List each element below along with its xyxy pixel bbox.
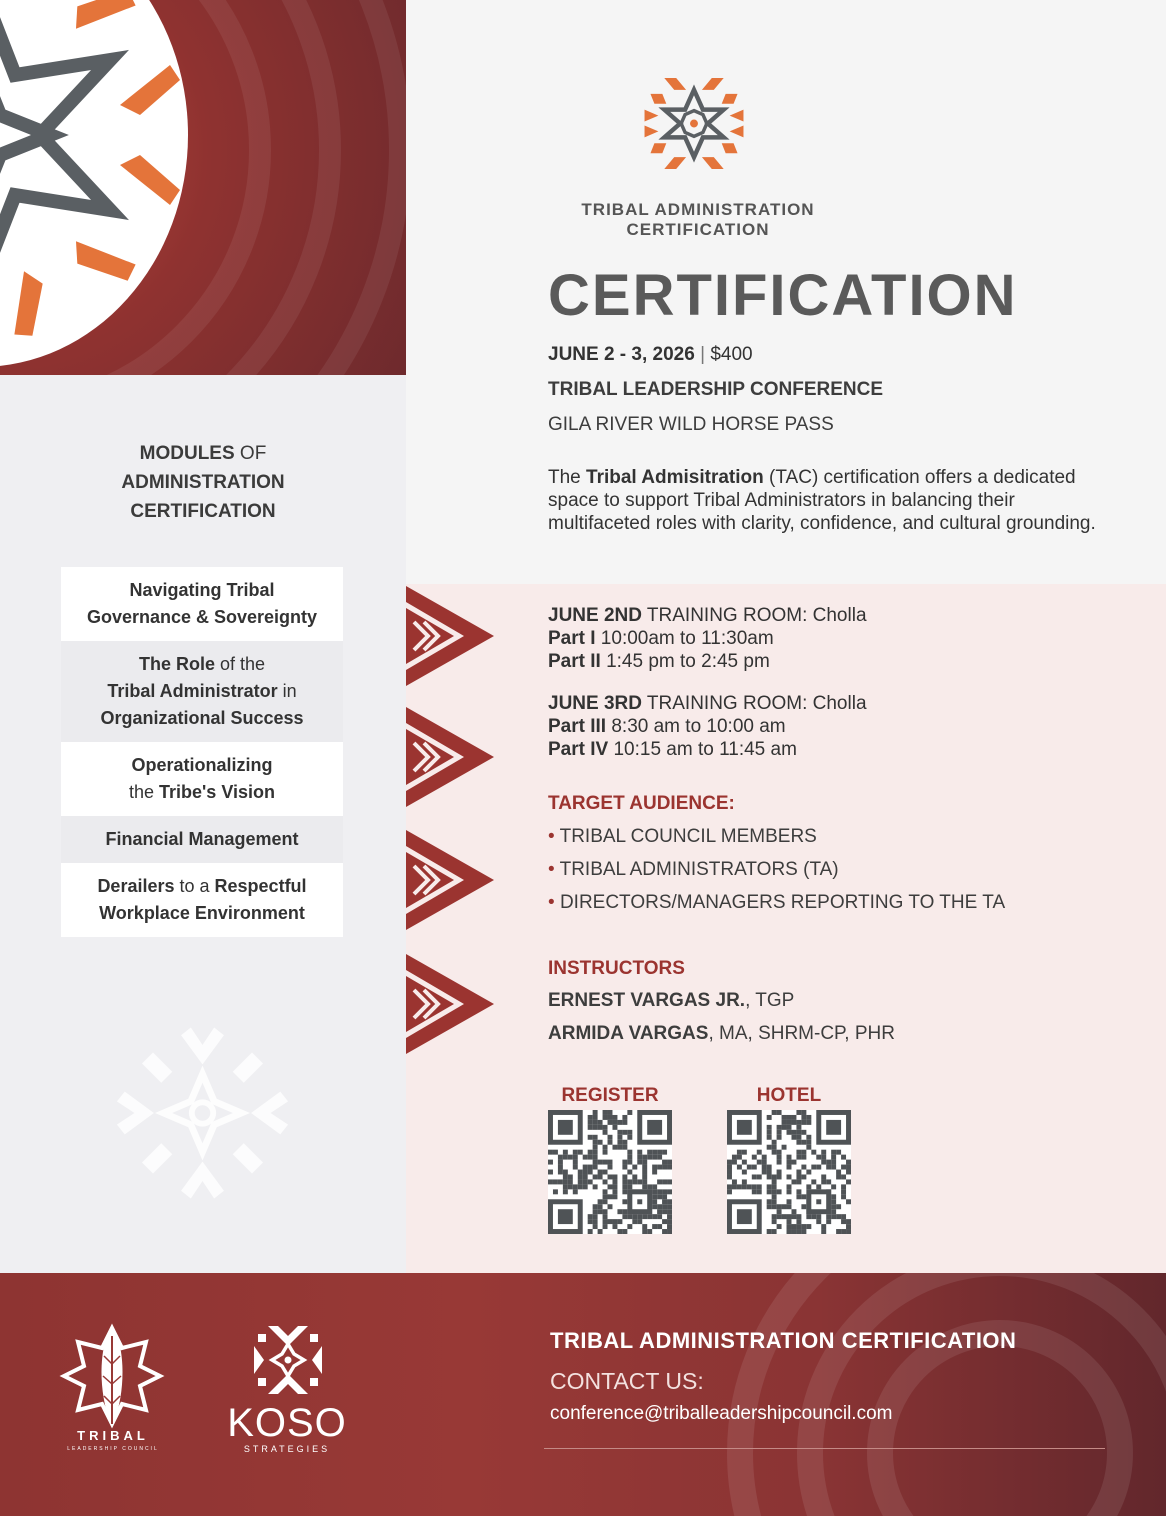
tac-logo-icon [642, 76, 746, 171]
module-item-role [61, 641, 343, 742]
schedule-room: TRAINING ROOM: Cholla [641, 693, 867, 714]
module-text: Tribal Administrator [107, 681, 278, 701]
hotel-label: HOTEL [756, 1085, 822, 1106]
module-text: in [277, 681, 297, 701]
schedule-day: JUNE 2ND [548, 605, 642, 626]
koso-logo-icon [252, 1325, 324, 1395]
event-price: $400 [710, 344, 753, 365]
module-text: Financial Management [105, 829, 299, 849]
venue-name: GILA RIVER WILD HORSE PASS [548, 414, 834, 435]
modules-heading-of: OF [234, 443, 267, 464]
contact-email-link[interactable]: conference@triballeadershipcouncil.com [550, 1403, 893, 1424]
modules-heading-line3: CERTIFICATION [130, 501, 276, 522]
conference-name: TRIBAL LEADERSHIP CONFERENCE [548, 379, 883, 400]
register-qr-code[interactable] [548, 1110, 672, 1234]
arrow-icon [406, 586, 496, 686]
module-item-vision [61, 742, 343, 816]
instructor-name: ERNEST VARGAS JR. [548, 990, 746, 1011]
details-section [406, 584, 1166, 1273]
audience-text: TRIBAL COUNCIL MEMBERS [559, 826, 817, 847]
instructor-creds: , MA, SHRM-CP, PHR [708, 1023, 895, 1044]
module-text: Workplace Environment [99, 903, 305, 923]
audience-item [548, 859, 839, 881]
module-text: of the [214, 654, 266, 674]
schedule-part-time: 8:30 am to 10:00 am [606, 716, 786, 737]
modules-heading [0, 439, 406, 526]
faded-emblem-icon [115, 1023, 290, 1203]
footer-pattern [700, 1273, 1166, 1516]
module-item-governance [61, 567, 343, 641]
footer-divider [544, 1448, 1105, 1449]
schedule-room: TRAINING ROOM: Cholla [641, 605, 867, 626]
audience-text: TRIBAL ADMINISTRATORS (TA) [559, 859, 839, 880]
schedule-part-label: Part I [548, 628, 596, 649]
bullet-icon: • [548, 826, 555, 847]
instructor-item [548, 1023, 895, 1045]
page-title: CERTIFICATION [548, 263, 1018, 328]
schedule-part-label: Part IV [548, 739, 609, 760]
schedule-part-label: Part III [548, 716, 607, 737]
arrow-icon [406, 954, 496, 1054]
module-text: Derailers [97, 876, 175, 896]
footer-title: TRIBAL ADMINISTRATION CERTIFICATION [550, 1328, 1017, 1353]
instructor-creds: , TGP [745, 990, 795, 1011]
date-separator: | [700, 344, 706, 365]
schedule-day-2 [548, 692, 867, 761]
instructor-item [548, 990, 794, 1012]
contact-heading: CONTACT US: [550, 1368, 704, 1394]
schedule-day-1 [548, 604, 867, 673]
footer [0, 1273, 1166, 1516]
register-label: REGISTER [561, 1085, 659, 1106]
module-text: Navigating Tribal [129, 580, 275, 600]
module-text: Governance & Sovereignty [86, 607, 318, 627]
audience-item [548, 826, 817, 848]
instructor-name: ARMIDA VARGAS [548, 1023, 709, 1044]
tac-logo-line1: TRIBAL ADMINISTRATION [581, 200, 815, 219]
koso-subtitle: STRATEGIES [243, 1444, 331, 1454]
arrow-icon [406, 707, 496, 807]
schedule-part-time: 10:15 am to 11:45 am [608, 739, 797, 760]
tlc-name: TRIBAL [77, 1428, 149, 1443]
hero-banner [0, 0, 406, 375]
tac-logo-line2: CERTIFICATION [626, 220, 770, 239]
module-text: Tribe's Vision [159, 782, 276, 802]
audience-text: DIRECTORS/MANAGERS REPORTING TO THE TA [559, 892, 1006, 913]
module-text: to a [174, 876, 215, 896]
module-text: Respectful [214, 876, 307, 896]
intro-paragraph [548, 466, 1108, 535]
intro-text-bold: Tribal Admisitration [586, 467, 764, 488]
event-date-price [548, 344, 753, 366]
header-section [406, 0, 1166, 584]
bullet-icon: • [548, 892, 555, 913]
audience-item [548, 892, 1005, 914]
module-list [61, 567, 343, 937]
module-text: The Role [138, 654, 215, 674]
module-text: Organizational Success [100, 708, 304, 728]
target-audience-heading: TARGET AUDIENCE: [548, 793, 735, 814]
tlc-subtitle: LEADERSHIP COUNCIL [67, 1446, 159, 1452]
schedule-day: JUNE 3RD [548, 693, 642, 714]
hotel-qr-code[interactable] [727, 1110, 851, 1234]
modules-column [0, 375, 406, 1273]
modules-heading-bold: MODULES [139, 443, 235, 464]
schedule-part-label: Part II [548, 651, 601, 672]
module-text: Operationalizing [131, 755, 273, 775]
tribal-leadership-council-logo-icon [52, 1321, 172, 1431]
tac-logo-text [558, 200, 838, 240]
intro-text: The [548, 467, 587, 488]
modules-heading-line2: ADMINISTRATION [121, 472, 285, 493]
instructors-heading: INSTRUCTORS [548, 958, 685, 979]
event-date: JUNE 2 - 3, 2026 [548, 344, 695, 365]
intro-text: (TAC) certification offers a dedicated space to support Tribal Administrators in balancing their multifaceted roles with clarity, confidence, and cultural grounding. [548, 467, 1096, 534]
module-item-financial [61, 816, 343, 863]
module-item-derailers [61, 863, 343, 937]
schedule-part-time: 1:45 pm to 2:45 pm [600, 651, 770, 672]
bullet-icon: • [548, 859, 555, 880]
schedule-part-time: 10:00am to 11:30am [595, 628, 774, 649]
koso-name: KOSO [227, 1401, 347, 1445]
medallion-emblem [0, 0, 190, 370]
module-text: the [128, 782, 160, 802]
arrow-icon [406, 830, 496, 930]
